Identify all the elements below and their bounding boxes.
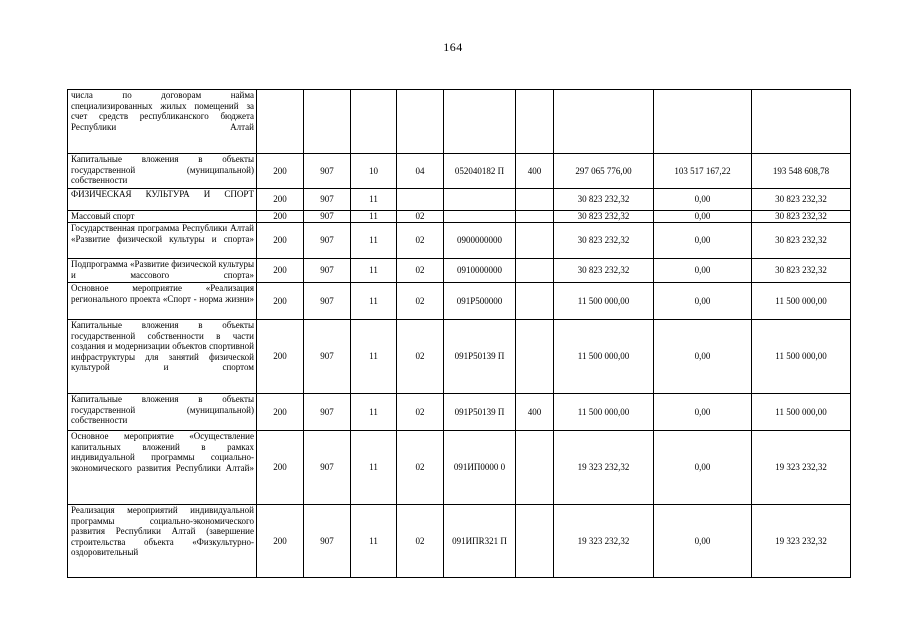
- admin-code: 200: [257, 505, 304, 578]
- amount-regional: 30 823 232,32: [752, 189, 851, 211]
- subsection-code: 02: [397, 259, 444, 283]
- section-code: 11: [351, 505, 397, 578]
- section-code: 11: [351, 211, 397, 223]
- expense-type-code: [516, 505, 554, 578]
- subsection-code: 02: [397, 431, 444, 505]
- amount-federal: 0,00: [654, 189, 752, 211]
- table-row: [68, 431, 851, 505]
- amount-total: 30 823 232,32: [554, 189, 654, 211]
- expense-name: Основное мероприятие «Осуществление капитальных вложений в рамках индивидуальной программы социально-экономического развития Республики Алтай»: [68, 431, 257, 505]
- expense-name: Государственная программа Республики Алтай «Развитие физической культуры и спорта»: [68, 223, 257, 259]
- amount-federal: 0,00: [654, 211, 752, 223]
- target-article-code: 091ИПR321 П: [444, 505, 516, 578]
- table-row: [68, 90, 851, 154]
- target-article-code: [444, 189, 516, 211]
- section-code: [351, 90, 397, 154]
- subsection-code: 02: [397, 394, 444, 431]
- expense-name: Массовый спорт: [68, 211, 257, 223]
- section-code: 11: [351, 320, 397, 394]
- amount-federal: 0,00: [654, 320, 752, 394]
- admin-code: 200: [257, 189, 304, 211]
- amount-federal: 0,00: [654, 283, 752, 320]
- section-code: 11: [351, 189, 397, 211]
- expense-name: Подпрограмма «Развитие физической культуры и массового спорта»: [68, 259, 257, 283]
- target-article-code: 091P50139 П: [444, 394, 516, 431]
- amount-regional: 19 323 232,32: [752, 431, 851, 505]
- target-article-code: 052040182 П: [444, 154, 516, 189]
- table-row: [68, 320, 851, 394]
- table-body: [68, 90, 851, 578]
- admin-code: 200: [257, 283, 304, 320]
- table-row: [68, 394, 851, 431]
- amount-total: [554, 90, 654, 154]
- subsection-code: [397, 90, 444, 154]
- table-row: [68, 189, 851, 211]
- admin-code: 200: [257, 154, 304, 189]
- expense-type-code: [516, 90, 554, 154]
- table-row: [68, 283, 851, 320]
- amount-federal: 103 517 167,22: [654, 154, 752, 189]
- amount-total: 30 823 232,32: [554, 259, 654, 283]
- expense-name: числа по договорам найма специализированных жилых помещений за счет средств республиканского бюджета Республики Алтай: [68, 90, 257, 154]
- expense-type-code: [516, 283, 554, 320]
- amount-total: 19 323 232,32: [554, 505, 654, 578]
- amount-total: 297 065 776,00: [554, 154, 654, 189]
- amount-federal: 0,00: [654, 223, 752, 259]
- admin-code: 200: [257, 394, 304, 431]
- ministry-code: 907: [304, 259, 351, 283]
- section-code: 10: [351, 154, 397, 189]
- amount-total: 30 823 232,32: [554, 211, 654, 223]
- expense-name: Основное мероприятие «Реализация регионального проекта «Спорт - норма жизни»: [68, 283, 257, 320]
- section-code: 11: [351, 259, 397, 283]
- expense-type-code: [516, 431, 554, 505]
- target-article-code: 0900000000: [444, 223, 516, 259]
- ministry-code: 907: [304, 211, 351, 223]
- target-article-code: [444, 90, 516, 154]
- amount-regional: [752, 90, 851, 154]
- expense-name: Реализация мероприятий индивидуальной программы социально-экономического развития Республики Алтай (завершение строительства объекта «Физкультурно-оздоровительный: [68, 505, 257, 578]
- expense-type-code: 400: [516, 154, 554, 189]
- amount-federal: 0,00: [654, 259, 752, 283]
- amount-regional: 30 823 232,32: [752, 211, 851, 223]
- table-row: [68, 211, 851, 223]
- ministry-code: 907: [304, 431, 351, 505]
- target-article-code: 0910000000: [444, 259, 516, 283]
- expense-type-code: [516, 189, 554, 211]
- amount-regional: 11 500 000,00: [752, 394, 851, 431]
- subsection-code: 04: [397, 154, 444, 189]
- amount-regional: 30 823 232,32: [752, 223, 851, 259]
- ministry-code: 907: [304, 154, 351, 189]
- subsection-code: [397, 189, 444, 211]
- expense-name: Капитальные вложения в объекты государственной (муниципальной) собственности: [68, 154, 257, 189]
- ministry-code: [304, 90, 351, 154]
- ministry-code: 907: [304, 223, 351, 259]
- target-article-code: 091P50139 П: [444, 320, 516, 394]
- amount-regional: 193 548 608,78: [752, 154, 851, 189]
- admin-code: 200: [257, 211, 304, 223]
- amount-federal: 0,00: [654, 505, 752, 578]
- page-number: 164: [443, 40, 463, 54]
- subsection-code: 02: [397, 505, 444, 578]
- amount-regional: 19 323 232,32: [752, 505, 851, 578]
- amount-total: 30 823 232,32: [554, 223, 654, 259]
- amount-federal: 0,00: [654, 431, 752, 505]
- expense-type-code: [516, 259, 554, 283]
- subsection-code: 02: [397, 320, 444, 394]
- table-row: [68, 505, 851, 578]
- section-code: 11: [351, 431, 397, 505]
- target-article-code: 091P500000: [444, 283, 516, 320]
- target-article-code: 091ИП0000 0: [444, 431, 516, 505]
- amount-regional: 30 823 232,32: [752, 259, 851, 283]
- amount-total: 11 500 000,00: [554, 283, 654, 320]
- expense-name: Капитальные вложения в объекты государственной собственности в части создания и модернизации объектов спортивной инфраструктуры для занятий физической культурой и спортом: [68, 320, 257, 394]
- ministry-code: 907: [304, 320, 351, 394]
- subsection-code: 02: [397, 223, 444, 259]
- amount-federal: [654, 90, 752, 154]
- target-article-code: [444, 211, 516, 223]
- section-code: 11: [351, 394, 397, 431]
- ministry-code: 907: [304, 505, 351, 578]
- table-row: [68, 223, 851, 259]
- amount-total: 11 500 000,00: [554, 394, 654, 431]
- ministry-code: 907: [304, 394, 351, 431]
- amount-total: 19 323 232,32: [554, 431, 654, 505]
- amount-total: 11 500 000,00: [554, 320, 654, 394]
- table-row: [68, 154, 851, 189]
- amount-regional: 11 500 000,00: [752, 320, 851, 394]
- expense-name: ФИЗИЧЕСКАЯ КУЛЬТУРА И СПОРТ: [68, 189, 257, 211]
- expense-type-code: [516, 223, 554, 259]
- subsection-code: 02: [397, 283, 444, 320]
- budget-table: [67, 89, 851, 578]
- admin-code: 200: [257, 259, 304, 283]
- admin-code: [257, 90, 304, 154]
- ministry-code: 907: [304, 189, 351, 211]
- amount-federal: 0,00: [654, 394, 752, 431]
- admin-code: 200: [257, 223, 304, 259]
- expense-type-code: [516, 320, 554, 394]
- table-row: [68, 259, 851, 283]
- admin-code: 200: [257, 320, 304, 394]
- amount-regional: 11 500 000,00: [752, 283, 851, 320]
- section-code: 11: [351, 223, 397, 259]
- expense-type-code: [516, 211, 554, 223]
- admin-code: 200: [257, 431, 304, 505]
- ministry-code: 907: [304, 283, 351, 320]
- expense-type-code: 400: [516, 394, 554, 431]
- subsection-code: 02: [397, 211, 444, 223]
- section-code: 11: [351, 283, 397, 320]
- expense-name: Капитальные вложения в объекты государственной (муниципальной) собственности: [68, 394, 257, 431]
